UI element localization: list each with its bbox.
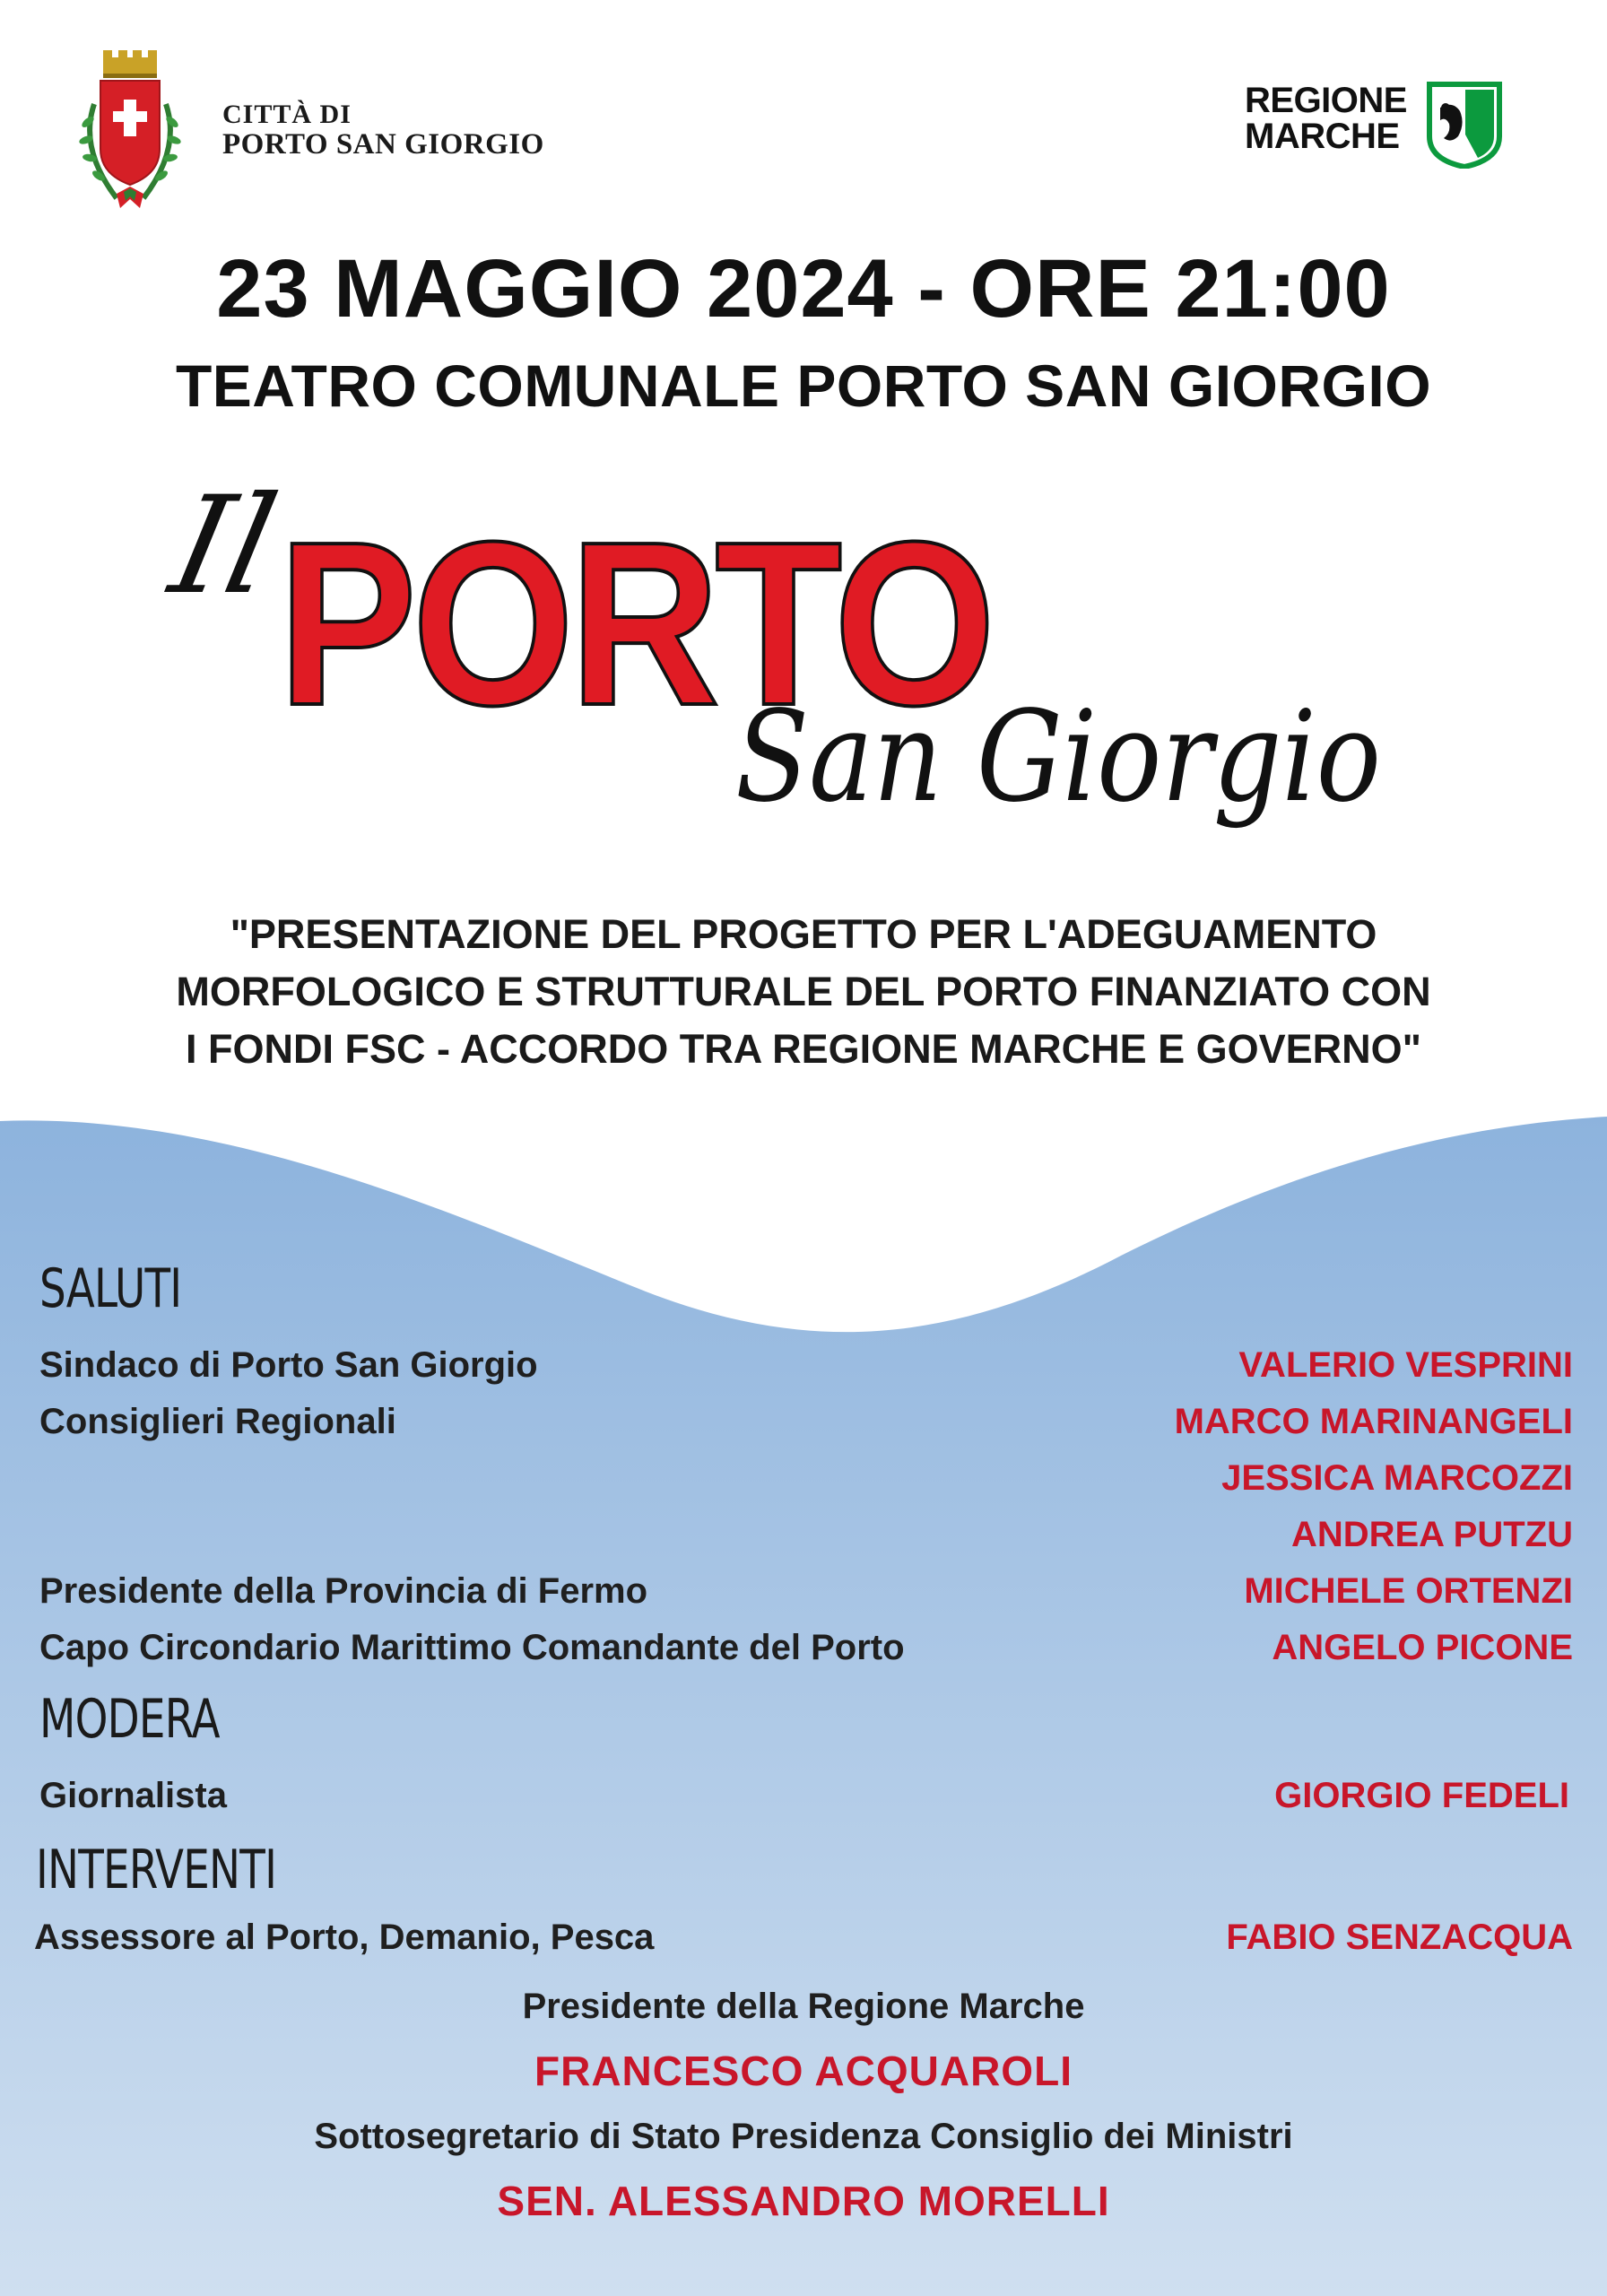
subtitle-line: I FONDI FSC - ACCORDO TRA REGIONE MARCHE E GOVERNO" bbox=[185, 1026, 1422, 1072]
event-date-time: 23 MAGGIO 2024 - ORE 21:00 bbox=[216, 243, 1391, 335]
president-name: FRANCESCO ACQUAROLI bbox=[534, 2048, 1073, 2094]
section-heading-modera: MODERA bbox=[39, 1688, 220, 1751]
speaker-name: GIORGIO FEDELI bbox=[1274, 1776, 1569, 1815]
title-san-giorgio: San Giorgio bbox=[735, 684, 1381, 831]
speaker-name: ANDREA PUTZU bbox=[1290, 1515, 1573, 1554]
city-name bbox=[222, 100, 544, 160]
speaker-name: FABIO SENZACQUA bbox=[1226, 1918, 1573, 1957]
event-subtitle bbox=[36, 906, 1571, 1078]
city-name-line1: CITTÀ DI bbox=[222, 100, 352, 129]
title-il: Il bbox=[159, 466, 290, 624]
section-heading-interventi: INTERVENTI bbox=[36, 1839, 277, 1901]
region-name-line2: MARCHE bbox=[1245, 117, 1400, 156]
section-heading-saluti: SALUTI bbox=[39, 1257, 182, 1320]
region-name-line1: REGIONE bbox=[1245, 81, 1407, 120]
role-label: Presidente della Provincia di Fermo bbox=[39, 1571, 648, 1611]
president-role: Presidente della Regione Marche bbox=[522, 1987, 1085, 2026]
subtitle-line: "PRESENTAZIONE DEL PROGETTO PER L'ADEGUAMENTO bbox=[230, 911, 1377, 957]
subtitle-line: MORFOLOGICO E STRUTTURALE DEL PORTO FINANZIATO CON bbox=[176, 969, 1431, 1014]
event-venue: TEATRO COMUNALE PORTO SAN GIORGIO bbox=[175, 352, 1432, 419]
regione-marche-logo bbox=[1426, 81, 1503, 169]
undersecretary-name: SEN. ALESSANDRO MORELLI bbox=[497, 2178, 1110, 2224]
title-porto: PORTO bbox=[278, 494, 991, 754]
speaker-name: JESSICA MARCOZZI bbox=[1221, 1458, 1573, 1498]
role-label: Capo Circondario Marittimo Comandante del Porto bbox=[39, 1628, 905, 1667]
role-label: Assessore al Porto, Demanio, Pesca bbox=[34, 1918, 655, 1957]
speaker-name: MICHELE ORTENZI bbox=[1244, 1571, 1573, 1611]
city-name-line2: PORTO SAN GIORGIO bbox=[222, 127, 544, 161]
undersecretary-role: Sottosegretario di Stato Presidenza Consiglio dei Ministri bbox=[314, 2117, 1293, 2156]
role-label: Sindaco di Porto San Giorgio bbox=[39, 1345, 538, 1385]
speaker-name: MARCO MARINANGELI bbox=[1174, 1402, 1573, 1441]
region-name bbox=[1245, 83, 1407, 154]
role-label: Giornalista bbox=[39, 1776, 227, 1815]
speaker-name: ANGELO PICONE bbox=[1272, 1628, 1573, 1667]
title-artwork bbox=[0, 466, 1607, 888]
speaker-name: VALERIO VESPRINI bbox=[1238, 1345, 1573, 1385]
role-label: Consiglieri Regionali bbox=[39, 1402, 396, 1441]
city-crest-logo bbox=[72, 50, 188, 212]
